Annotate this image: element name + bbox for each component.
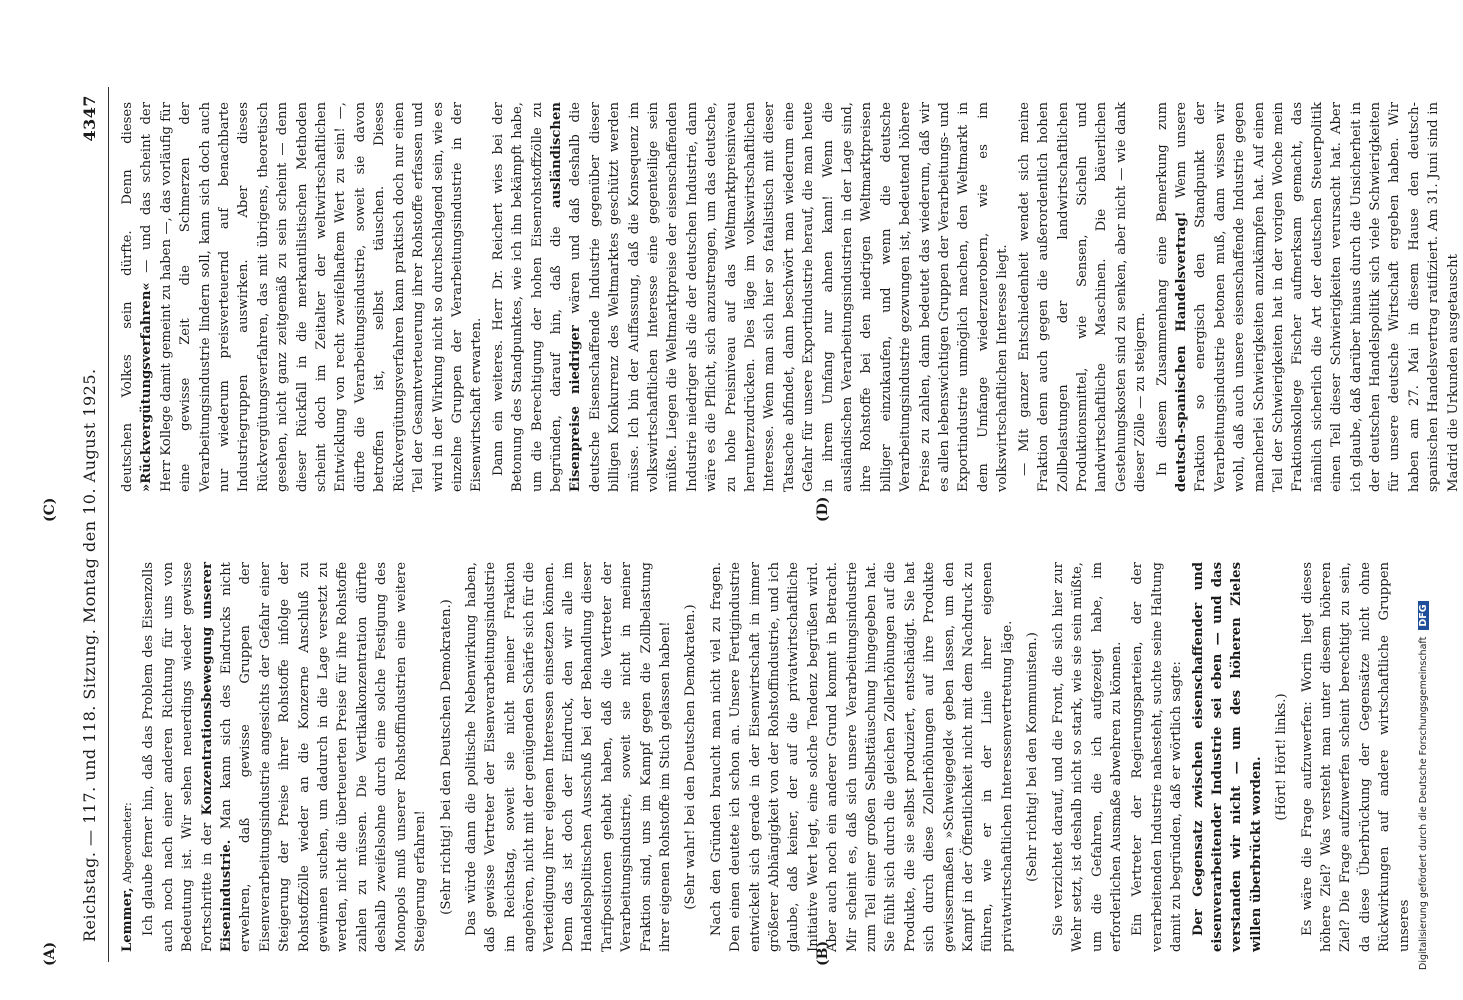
emphasis: ausländischen Eisenpreise niedriger [548,102,584,492]
paragraph: — Mit ganzer Entschiedenheit wendet sich meine Fraktion denn auch gegen die außerordentlich hohen Zollbelastungen der landwirtschaftlichen Produktionsmittel, wie Sensen, Sicheln und landwirtschaftliche Maschinen. Die bäuerlichen Gestehungskosten sind zu senken, aber nicht — wie dank dieser Zölle — zu steigern. [1016,102,1149,492]
emphasis: deutsch-spanischen Handelsvertrag! [1173,211,1189,492]
emphasis: Konzentrationsbewegung unserer Eisenindustrie. [199,562,235,952]
emphasis: »Rückvergütungsverfahren« [139,282,155,492]
dfg-logo: DFG [1418,601,1429,629]
paragraph: Sie verzichtet darauf, und die Front, die sich hier zur Wehr setzt, ist deshalb nicht so stark, wie sie sein müßte, um die Gefahren, die ich aufgezeigt habe, im erforderlichen Ausmaße abwehren zu können. [1050,562,1124,952]
interjection: (Sehr richtig! bei den Deutschen Demokraten.) [438,599,454,915]
text-column-left [118,562,1412,952]
paragraph: Es wäre die Frage aufzuwerfen: Worin liegt dieses höhere Ziel? Was versteht man unter diesem höheren Ziel? Die Frage aufzuwerfen scheint berechtigt zu sein, da diese Überbrückung der Gegensätze nicht ohne Rückwirkungen auf andere wirtschaftliche Gruppen unseres [1299,562,1412,952]
running-header [70,87,110,962]
digitization-sidenote [1418,10,1430,990]
running-title: Reichstag. — 117. und 118. Sitzung. Montag den 10. August 1925. [80,368,99,942]
paragraph: Das würde dann die politische Nebenwirkung haben, daß gewisse Vertreter der Eisenverarbeitungsindustrie im Reichstag, soweit sie nicht meiner Fraktion angehören, nicht mit der genügenden Schärfe sich für die Verteidigung ihrer eigenen Interessen einsetzen können. Denn das ist doch der Eindruck, den wir alle im Handelspolitischen Ausschuß bei der Behandlung dieser Tarifpositionen gehabt haben, daß die Vertreter der Verarbeitungsindustrie, soweit sie nicht in meiner Fraktion sind, uns im Kampf gegen die Zollbelastung ihrer eigenen Rohstoffe im Stich gelassen haben! [463,562,673,952]
page-number: 4347 [80,95,99,142]
paragraph: Ich glaube ferner hin, daß das Problem des Eisenzolls auch noch nach einer anderen Richtung für uns von Bedeutung ist. Wir sehen neuerdings wieder gewisse Fortschritte in der Konzentrationsbewegung unserer Eisenindustrie. Man kann sich des Eindrucks nicht erwehren, daß gewisse Gruppen der Eisenverarbeitungsindustrie angesichts der Gefahr einer Steigerung der Preise ihrer Rohstoffe infolge der Rohstoffzölle wieder an die Konzerne Anschluß zu gewinnen suchen, um dadurch in die Lage versetzt zu werden, nicht die überteuerten Preise für ihre Rohstoffe zahlen zu müssen. Die Vertikalkonzentration dürfte deshalb zweifelsohne durch eine solche Festigung des Monopols muß unserer Rohstoffindustrien eine weitere Steigerung erfahren! [141,562,429,952]
quotation: Der Gegensatz zwischen eisenschaffender und eisenverarbeitender Industrie sei eben — und das verstanden wir nicht — um des höheren Zieles willen überbrückt worden. [1190,562,1264,952]
interjection: (Hört! Hört! links.) [1274,693,1290,821]
speaker-line [118,562,137,952]
paragraph: deutschen Volkes sein dürfte. Denn dieses »Rückvergütungsverfahren« — und das scheint der Herr Kollege damit gemeint zu haben —, das vorläufig für eine gewisse Zeit die Schmerzen der Verarbeitungsindustrie lindern soll, kann sich doch auch nur wiederum preisverteuernd auf benachbarte Industriegruppen auswirken. Aber dieses Rückvergütungsverfahren, das mit übrigens, theoretisch gesehen, nicht ganz zeitgemäß zu sein scheint — denn dieser Rückfall in die merkantilistischen Methoden scheint doch im Zeitalter der weltwirtschaftlichen Entwicklung von recht zweifelhaftem Wert zu sein! —, dürfte die Verarbeitungsindustrie, soweit sie davon betroffen ist, selbst täuschen. Dieses Rückvergütungsverfahren kann praktisch doch nur einen Teil der Gesamtverteuerung ihrer Rohstoffe erfassen und wird in der Wirkung nicht so durchschlagend sein, wie es einzelne Gruppen der Verarbeitungsindustrie in der Eisenwirtschaft erwarten. [120,102,485,492]
paragraph: Nach den Gründen braucht man nicht viel zu fragen. Den einen deutete ich schon an. Unsere Fertigindustrie entwickelt sich gerade in der Eisenwirtschaft in immer größerer Abhängigkeit von der Rohstoffindustrie, und ich glaube, daß keiner, der auf die privatwirtschaftliche Initiative Wert legt, eine solche Tendenz begrüßen wird. Aber auch noch ein anderer Grund kommt in Betracht. Mir scheint es, daß sich unsere Verarbeitungsindustrie zum Teil einer großen Selbsttäuschung hingegeben hat. Sie fühlt sich durch die gleichen Zollerhöhungen auf die Produkte, die sie selbst produziert, entschädigt. Sie hat sich durch diese Zollerhöhungen auf ihre Produkte gewissermaßen »Schweigegeld« geben lassen, um den Kampf in der Öffentlichkeit nicht mit dem Nachdruck zu führen, wie er in der Linie ihrer eigenen privatwirtschaftlichen Interessenvertretung läge. [708,562,1015,952]
text-column-right [118,102,1461,492]
paragraph: Ein Vertreter der Regierungsparteien, der der verarbeitenden Industrie nahesteht, suchte seine Haltung damit zu begründen, daß er wörtlich sagte: [1130,562,1185,952]
header-rule [108,87,109,962]
sidenote-text: Digitalisierung gefördert durch die Deutsche Forschungsgemeinschaft [1418,636,1429,970]
margin-mark-a: (A) [42,941,58,966]
paragraph: Dann ein weiteres. Herr Dr. Reichert wies bei der Betonung des Standpunktes, wie ich ihn bekämpft habe, um die Berechtigung der hohen Eisenrohstoffzölle zu begründen, darauf hin, daß die ausländischen Eisenpreise niedriger wären und daß deshalb die deutsche Eisenschaffende Industrie gegenüber dieser billigen Konkurrenz des Weltmarktes geschützt werden müsse. Ich bin der Auffassung, daß die Konsequenz im volkswirtschaftlichen Interesse eine gegenteilige sein müßte. Liegen die Weltmarktpreise der eisenschaffenden Industrie niedriger als die der deutschen Industrie, dann wäre es die Pflicht, sich anzustrengen, um das deutsche, zu hohe Preisniveau auf das Weltmarktpreisniveau herunterzudrücken. Dies läge im volkswirtschaftlichen Interesse. Wenn man sich hier so fatalistisch mit dieser Tatsache abfindet, dann beschwört man wiederum eine Gefahr für unsere Exportindustrie herauf, die man heute in ihrem Umfang nur ahnen kann! Wenn die ausländischen Verarbeitungsindustrien in der Lage sind, ihre Rohstoffe bei den niedrigen Weltmarktpreisen billiger einzukaufen, und wenn die deutsche Verarbeitungsindustrie gezwungen ist, bedeutend höhere Preise zu zahlen, dann bedeutet das wiederum, daß wir es allen lebenswichtigen Gruppen der Verarbeitungs- und Exportindustrie unmöglich machen, den Weltmarkt in dem Umfange wiederzuerobern, wie es im volkswirtschaftlichen Interesse liegt. [490,102,1011,492]
paragraph: In diesem Zusammenhang eine Bemerkung zum deutsch-spanischen Handelsvertrag! Wenn unsere Fraktion so energisch den Standpunkt der Verarbeitungsindustrie betonen muß, dann wissen wir wohl, daß auch unsere eisenschaffende Industrie gegen mancherlei Schwierigkeiten anzukämpfen hat. Auf einen Teil der Schwierigkeiten hat in der vorigen Woche mein Fraktionskollege Fischer aufmerksam gemacht, das nämlich sicherlich die Art der deutschen Steuerpolitik einen Teil dieser Schwierigkeiten verursacht hat. Aber ich glaube, daß darüber hinaus durch die Unsicherheit in der deutschen Handelspolitik sich viele Schwierigkeiten für unsere deutsche Wirtschaft ergeben haben. Wir haben am 27. Mai in diesem Hause den deutsch-spanischen Handelsvertrag ratifiziert. Am 31. Juni sind in Madrid die Urkunden ausgetauscht [1154,102,1461,492]
speaker-name: Lemmer, [120,887,135,952]
interjection: (Sehr richtig! bei den Kommunisten.) [1025,632,1041,882]
margin-mark-b: (B) [815,940,831,966]
margin-mark-c: (C) [42,497,58,522]
speaker-role: Abgeordneter: [121,802,134,884]
interjection: (Sehr wahr! bei den Deutschen Demokraten.) [683,604,699,910]
margin-mark-d: (D) [815,496,831,522]
